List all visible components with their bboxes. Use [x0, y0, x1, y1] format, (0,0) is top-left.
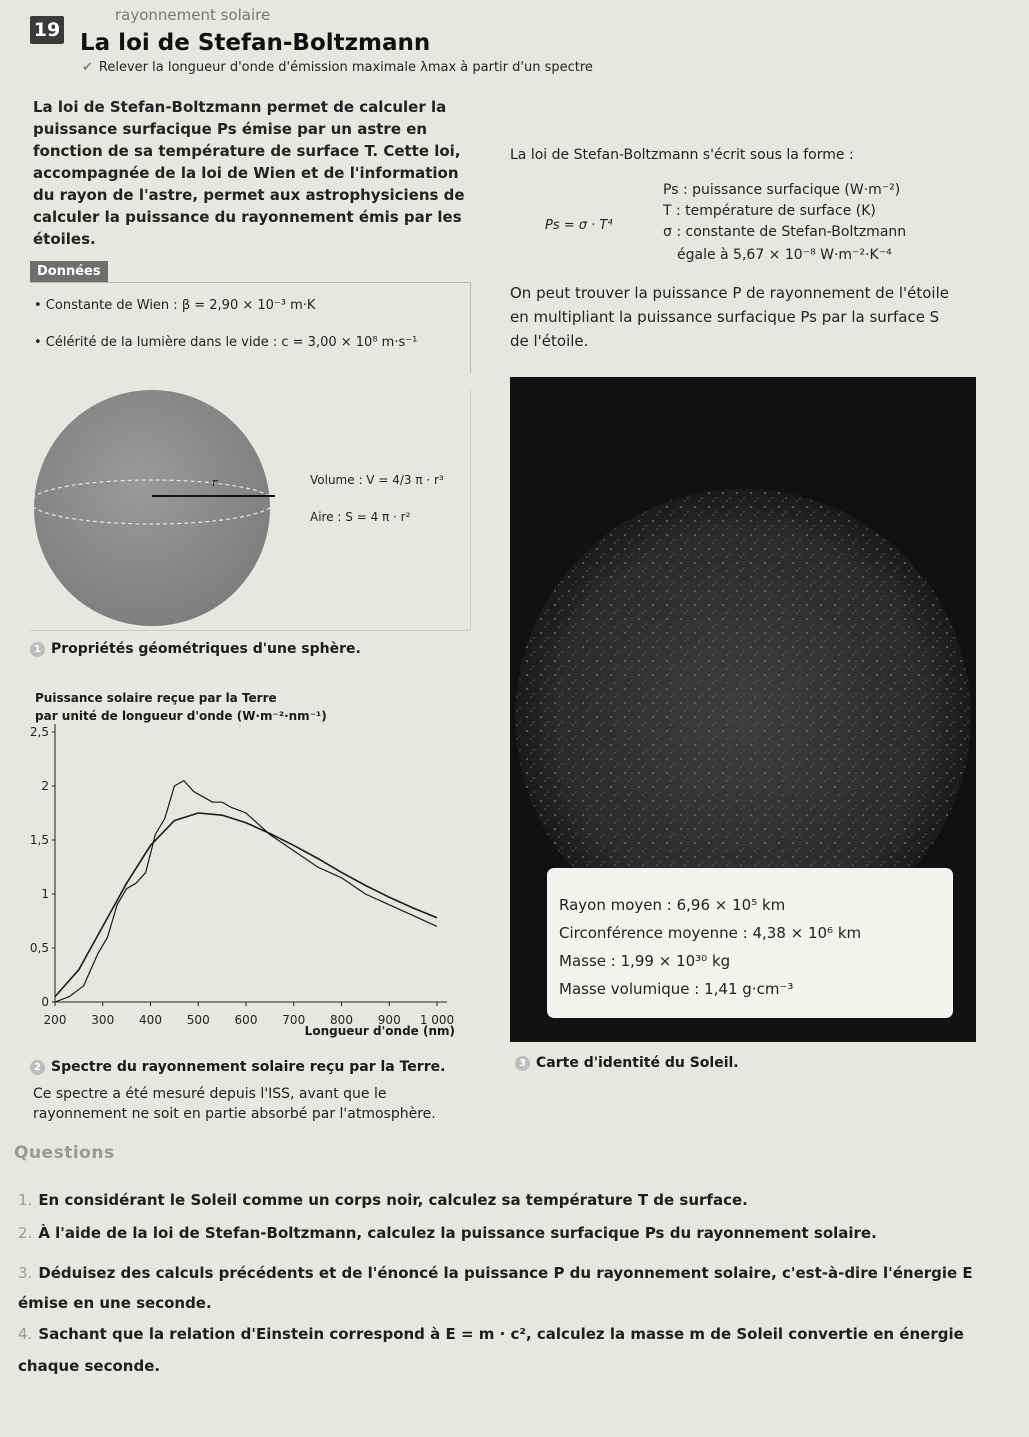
question-3-number: 3.	[18, 1264, 33, 1282]
sphere-shape	[34, 390, 270, 626]
question-2	[18, 1222, 1008, 1244]
x-tick-label: 800	[330, 1013, 353, 1027]
x-tick-label: 500	[186, 1013, 210, 1027]
spectrum-chart	[30, 690, 480, 1042]
y-tick-label: 2	[41, 779, 49, 793]
question-1-number: 1.	[18, 1191, 33, 1209]
donnees-label: Données	[30, 261, 108, 282]
y-tick-label: 0,5	[30, 941, 49, 955]
x-tick-label: 300	[91, 1013, 115, 1027]
series-blackbody-line	[55, 813, 437, 997]
chart-title-line-1: Puissance solaire reçue par la Terre	[35, 691, 277, 705]
x-tick-label: 900	[377, 1013, 401, 1027]
x-tick-label: 400	[139, 1013, 162, 1027]
caption-number-3: 3	[515, 1056, 530, 1071]
radius-label: r	[212, 476, 218, 489]
sun-masse-volumique: Masse volumique : 1,41 g·cm⁻³	[559, 980, 794, 998]
question-3	[18, 1258, 978, 1318]
power-text-3: de l'étoile.	[510, 332, 589, 350]
subtitle	[82, 60, 593, 75]
law-legend-ps: Ps : puissance surfacique (W·m⁻²)	[663, 182, 901, 198]
series-measured-line	[55, 781, 437, 1002]
spectrum-chart-svg	[30, 690, 480, 1042]
power-text-2: en multipliant la puissance surfacique Ps par la surface S	[510, 308, 940, 326]
donnee-celerite: • Célérité de la lumière dans le vide : c = 3,00 × 10⁸ m·s⁻¹	[34, 335, 418, 350]
question-4-text: Sachant que la relation d'Einstein correspond à E = m · c², calculez la masse m de Soleil convertie en énergie chaque seconde.	[18, 1325, 964, 1375]
law-legend-value: égale à 5,67 × 10⁻⁸ W·m⁻²·K⁻⁴	[677, 247, 892, 263]
questions-heading: Questions	[14, 1143, 115, 1163]
sun-caption-text: Carte d'identité du Soleil.	[536, 1055, 739, 1071]
question-2-number: 2.	[18, 1224, 33, 1242]
sphere-caption-text: Propriétés géométriques d'une sphère.	[51, 641, 361, 657]
y-tick-label: 0	[41, 995, 49, 1009]
sphere-volume: Volume : V = 4/3 π · r³	[310, 473, 444, 487]
power-text-1: On peut trouver la puissance P de rayonnement de l'étoile	[510, 284, 949, 302]
caption-number-2: 2	[30, 1060, 45, 1075]
y-tick-label: 1	[41, 887, 49, 901]
check-icon: ✔	[82, 60, 93, 75]
spectrum-note: Ce spectre a été mesuré depuis l'ISS, avant que le rayonnement ne soit en partie absorbé par l'atmosphère.	[33, 1086, 436, 1122]
sun-masse: Masse : 1,99 × 10³⁰ kg	[559, 952, 731, 970]
question-4	[18, 1318, 978, 1382]
sphere-aire: Aire : S = 4 π · r²	[310, 510, 411, 524]
y-tick-label: 2,5	[30, 725, 49, 739]
chart-title-line-2: par unité de longueur d'onde (W·m⁻²·nm⁻¹)	[35, 709, 327, 723]
page-title: La loi de Stefan-Boltzmann	[80, 30, 431, 56]
spectrum-caption	[30, 1059, 445, 1075]
spectrum-caption-text: Spectre du rayonnement solaire reçu par la Terre.	[51, 1059, 446, 1075]
intro-paragraph: La loi de Stefan-Boltzmann permet de calculer la puissance surfacique Ps émise par un astre en fonction de sa température de surface T. Cette loi, accompagnée de la loi de Wien et de l'information du rayon de l'astre, permet aux astrophysiciens de calculer la puissance du rayonnement émis par les étoiles.	[33, 98, 465, 248]
law-intro: La loi de Stefan-Boltzmann s'écrit sous la forme :	[510, 147, 854, 163]
law-legend-t: T : température de surface (K)	[663, 203, 876, 219]
sun-rayon: Rayon moyen : 6,96 × 10⁵ km	[559, 896, 786, 914]
subtitle-text: Relever la longueur d'onde d'émission maximale λmax à partir d'un spectre	[98, 60, 593, 75]
donnee-wien: • Constante de Wien : β = 2,90 × 10⁻³ m·K	[34, 298, 316, 313]
sun-id-card	[547, 868, 953, 1018]
sphere-caption	[30, 641, 361, 657]
question-2-text: À l'aide de la loi de Stefan-Boltzmann, calculez la puissance surfacique Ps du rayonnement solaire.	[38, 1224, 877, 1242]
chart-xlabel: Longueur d'onde (nm)	[304, 1024, 455, 1038]
donnees-box	[30, 282, 471, 373]
sun-caption	[515, 1055, 739, 1071]
law-legend-sigma: σ : constante de Stefan-Boltzmann	[663, 224, 907, 240]
x-tick-label: 200	[43, 1013, 67, 1027]
question-1-text: En considérant le Soleil comme un corps noir, calculez sa température T de surface.	[38, 1191, 748, 1209]
x-tick-label: 600	[234, 1013, 258, 1027]
exercise-number: 19	[30, 16, 64, 44]
sun-circonference: Circonférence moyenne : 4,38 × 10⁶ km	[559, 924, 862, 942]
caption-number-1: 1	[30, 642, 45, 657]
x-tick-label: 1 000	[419, 1013, 455, 1027]
law-formula: Ps = σ · T⁴	[545, 218, 613, 233]
question-3-text: Déduisez des calculs précédents et de l'énoncé la puissance P du rayonnement solaire, c'est-à-dire l'énergie E émise en une seconde.	[18, 1264, 973, 1312]
section-label: rayonnement solaire	[115, 6, 271, 24]
question-1	[18, 1189, 1008, 1211]
y-tick-label: 1,5	[30, 833, 49, 847]
x-tick-label: 700	[282, 1013, 306, 1027]
question-4-number: 4.	[18, 1325, 33, 1343]
